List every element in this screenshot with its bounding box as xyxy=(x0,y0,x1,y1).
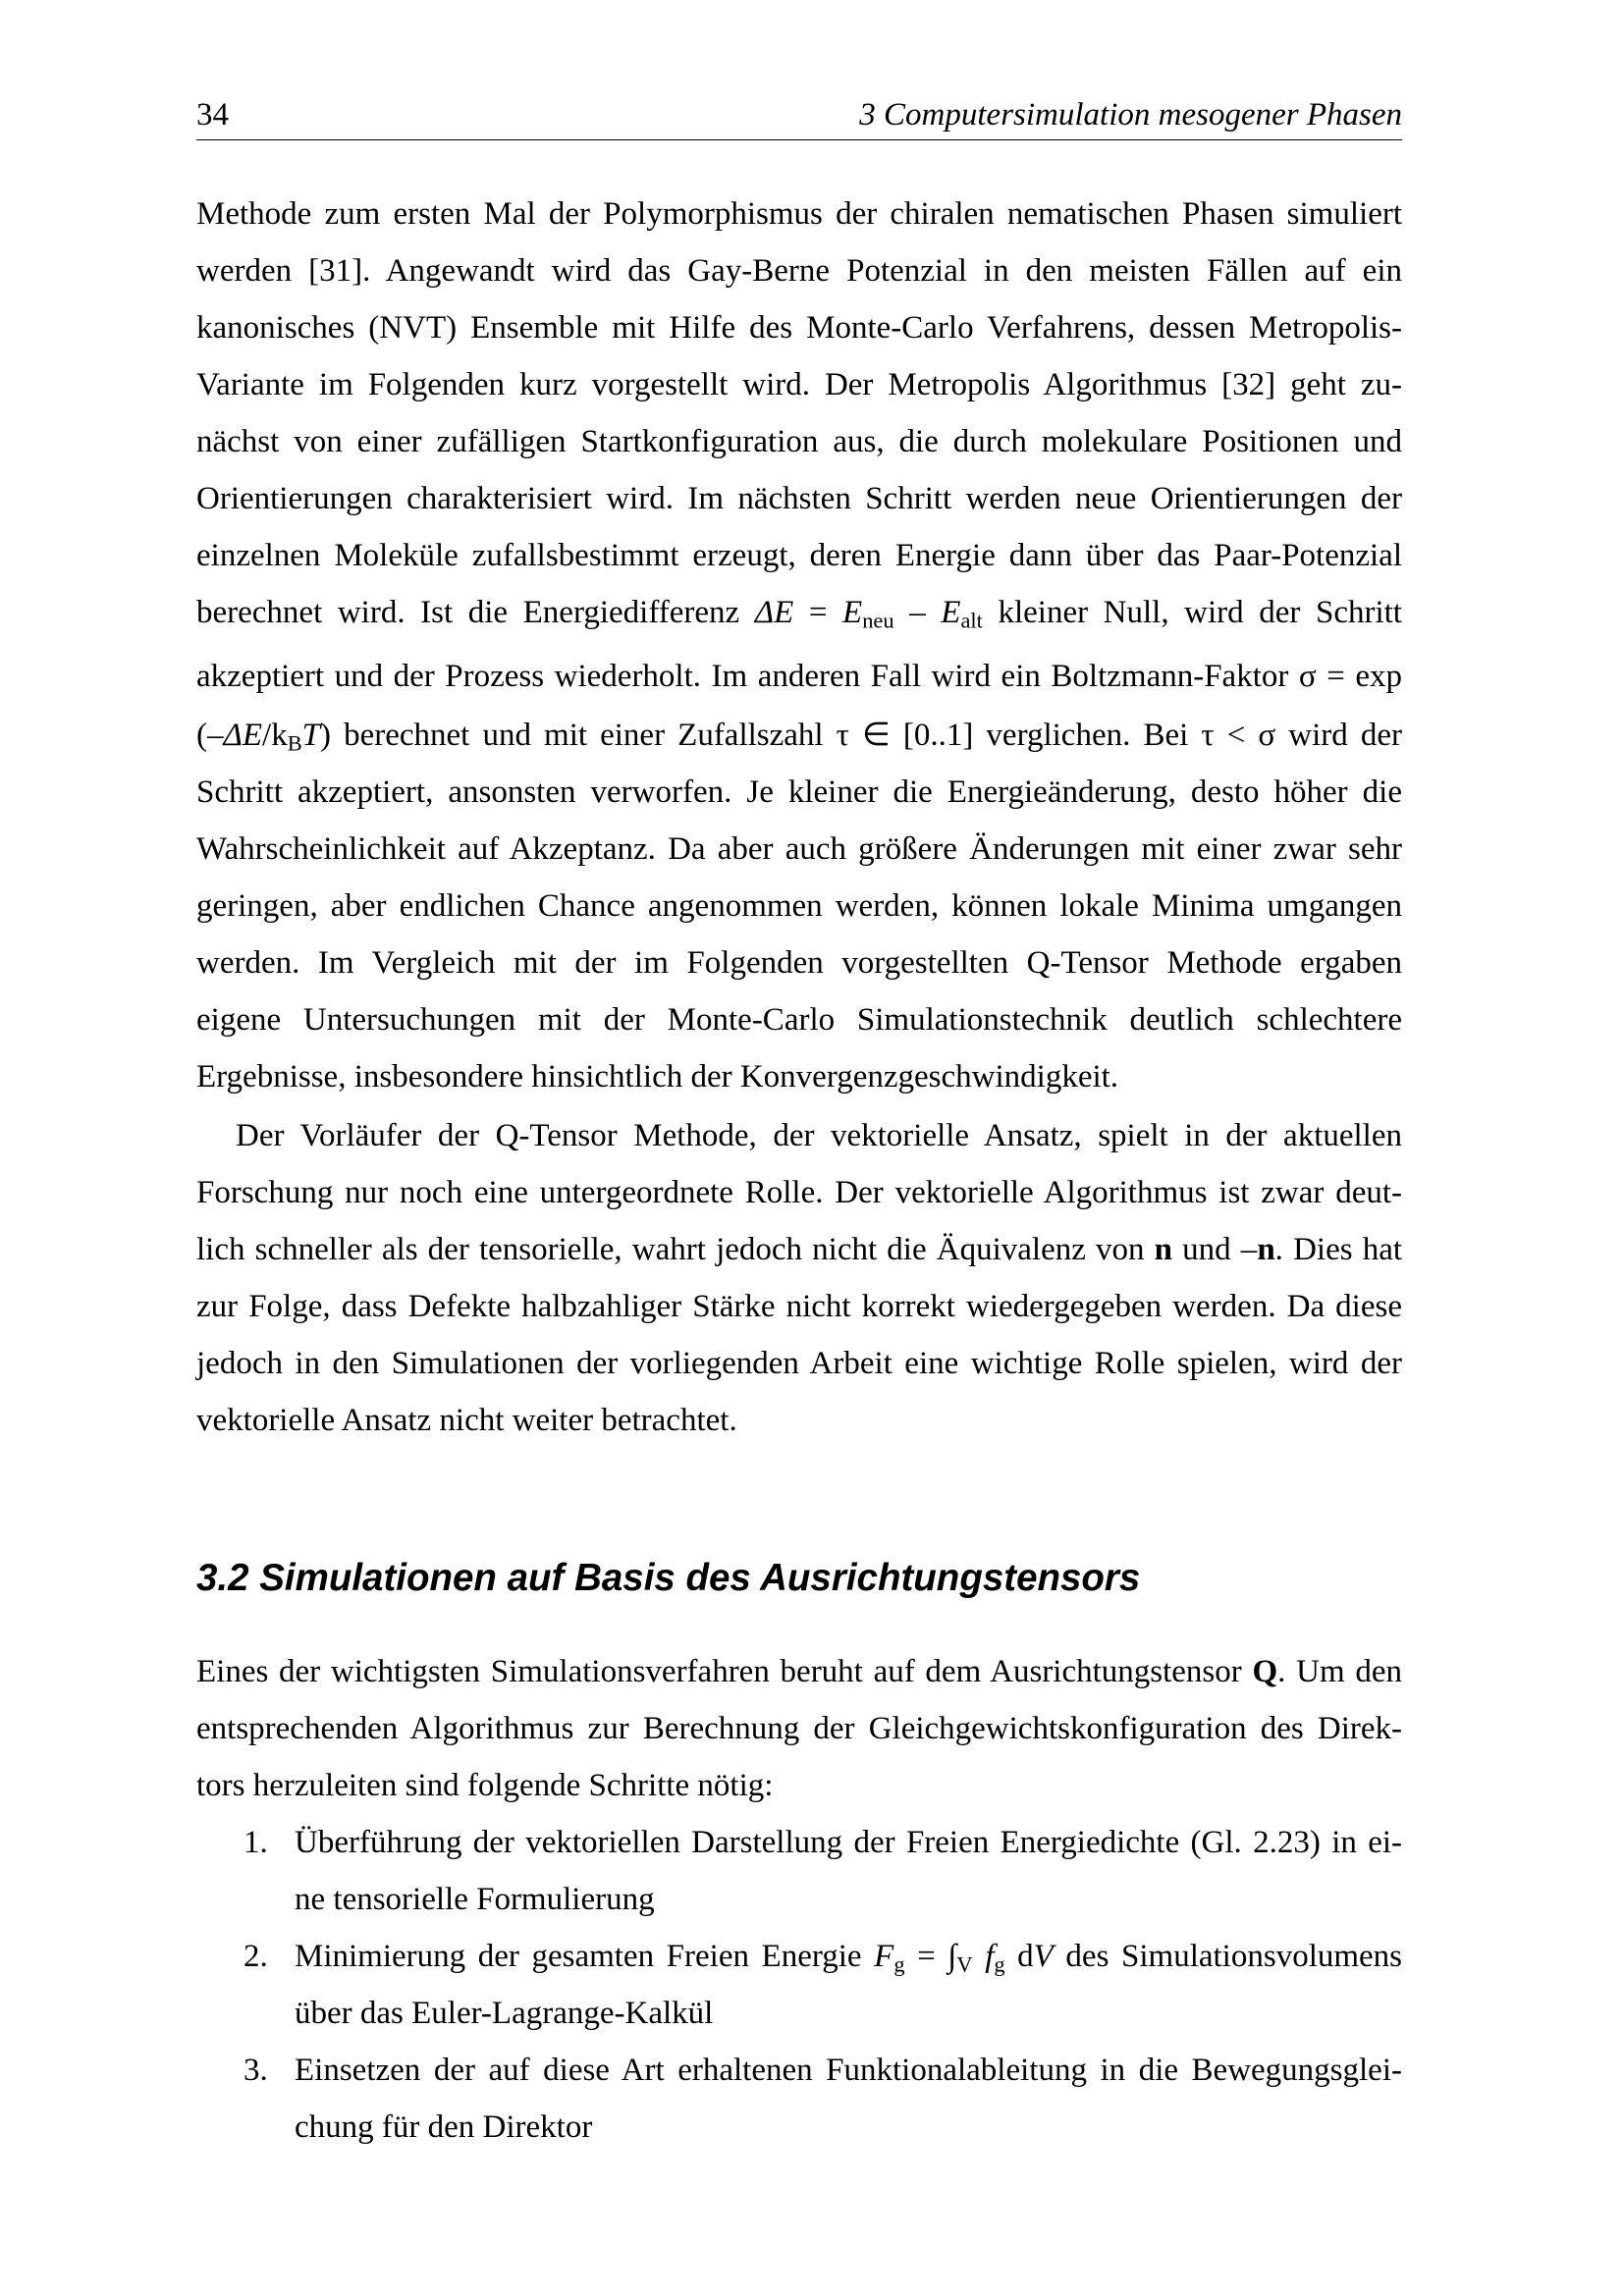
list-number: 1. xyxy=(243,1825,268,1860)
line-text: Minimierung der gesamten Freien Energie xyxy=(295,1939,875,1974)
line-text: berechnet wird. Ist die Energiedifferenz xyxy=(196,595,755,630)
list-line xyxy=(295,1928,1402,1985)
math-symbol: E xyxy=(941,595,961,630)
body-line: geringen, aber endlichen Chance angenommen werden, können lokale Minima umgangen xyxy=(196,888,1402,924)
body-line: werden [31]. Angewandt wird das Gay-Berne Potenzial in den meisten Fällen auf ein xyxy=(196,253,1402,289)
running-title: 3 Computersimulation mesogener Phasen xyxy=(859,97,1402,133)
subscript: g xyxy=(893,1951,905,1977)
list-item xyxy=(196,2042,1402,2156)
math-symbol: ΔE xyxy=(754,595,794,630)
tensor-symbol: Q xyxy=(1252,1654,1278,1689)
line-text: /k xyxy=(262,718,288,753)
body-line: vektorielle Ansatz nicht weiter betrachtet. xyxy=(196,1403,737,1438)
body-line xyxy=(196,707,1402,764)
list-item xyxy=(196,1928,1402,2042)
body-line: Wahrscheinlichkeit auf Akzeptanz. Da aber auch größere Änderungen mit einer zwar sehr xyxy=(196,831,1402,867)
body-line: akzeptiert und der Prozess wiederholt. Im anderen Fall wird ein Boltzmann-Faktor σ = exp xyxy=(196,659,1402,694)
list-line: ne tensorielle Formulierung xyxy=(295,1882,655,1917)
list-line: chung für den Direktor xyxy=(295,2109,593,2145)
body-line: jedoch in den Simulationen der vorliegenden Arbeit eine wichtige Rolle spielen, wird der xyxy=(196,1346,1402,1381)
paragraph xyxy=(196,186,1402,1105)
vector-symbol: n xyxy=(1257,1232,1275,1267)
math-symbol: E xyxy=(842,595,863,630)
list-line: über das Euler-Lagrange-Kalkül xyxy=(295,1996,714,2031)
body-line xyxy=(196,1643,1402,1700)
paragraph xyxy=(196,1107,1402,1449)
line-text: kleiner Null, wird der Schritt xyxy=(982,595,1402,630)
math-symbol: T xyxy=(301,718,321,753)
subscript: alt xyxy=(960,608,983,633)
body-line: werden. Im Vergleich mit der im Folgenden vorgestellten Q-Tensor Methode ergaben xyxy=(196,945,1402,981)
subscript: V xyxy=(956,1951,973,1977)
section-heading: 3.2 Simulationen auf Basis des Ausrichtungstensors xyxy=(196,1557,1141,1599)
math-symbol: f xyxy=(985,1939,995,1974)
paragraph xyxy=(196,1643,1402,1814)
list-number: 3. xyxy=(243,2053,268,2088)
line-text: (– xyxy=(196,718,224,753)
line-text: d xyxy=(1004,1939,1034,1974)
body-line xyxy=(196,1221,1402,1278)
line-text: . Um den xyxy=(1277,1654,1402,1689)
integral-symbol: = ∫ xyxy=(904,1939,957,1974)
line-text: des Simulationsvolumens xyxy=(1053,1939,1403,1974)
body-line: eigene Untersuchungen mit der Monte-Carlo Simulationstechnik deutlich schlechtere xyxy=(196,1002,1402,1038)
list-item xyxy=(196,1814,1402,1928)
body-line xyxy=(196,584,1402,641)
line-text xyxy=(973,1939,986,1974)
math-symbol: F xyxy=(874,1939,894,1974)
body-line: Methode zum ersten Mal der Polymorphismus der chiralen nematischen Phasen simuliert xyxy=(196,196,1402,232)
vector-symbol: n xyxy=(1154,1232,1173,1267)
line-text: Eines der wichtigsten Simulationsverfahren beruht auf dem Ausrichtungstensor xyxy=(196,1654,1253,1689)
body-line: Orientierungen charakterisiert wird. Im nächsten Schritt werden neue Orientierungen der xyxy=(196,481,1402,516)
running-header xyxy=(196,94,1402,140)
page-number: 34 xyxy=(196,97,229,133)
line-text: lich schneller als der tensorielle, wahrt jedoch nicht die Äquivalenz von xyxy=(196,1232,1155,1267)
line-text: – xyxy=(893,595,942,630)
line-text: . Dies hat xyxy=(1274,1232,1403,1267)
body-line: Forschung nur noch eine untergeordnete Rolle. Der vektorielle Algorithmus ist zwar deut- xyxy=(196,1175,1402,1210)
list-line: Einsetzen der auf diese Art erhaltenen Funktionalableitung in die Bewegungsglei- xyxy=(295,2053,1402,2088)
body-line: nächst von einer zufälligen Startkonfiguration aus, die durch molekulare Positionen und xyxy=(196,424,1402,459)
line-text: und – xyxy=(1172,1232,1258,1267)
numbered-list xyxy=(196,1814,1402,2156)
list-number: 2. xyxy=(243,1939,268,1974)
body-line: Ergebnisse, insbesondere hinsichtlich der Konvergenzgeschwindigkeit. xyxy=(196,1059,1119,1095)
subscript: g xyxy=(994,1951,1005,1977)
line-text: = xyxy=(793,595,843,630)
body-line: Der Vorläufer der Q-Tensor Methode, der vektorielle Ansatz, spielt in der aktuellen xyxy=(236,1118,1402,1153)
math-symbol: ΔE xyxy=(223,718,263,753)
body-line: zur Folge, dass Defekte halbzahliger Stärke nicht korrekt wiedergegeben werden. Da diese xyxy=(196,1289,1402,1324)
body-line: entsprechenden Algorithmus zur Berechnung der Gleichgewichtskonfiguration des Direk- xyxy=(196,1711,1402,1746)
body-text xyxy=(196,186,1402,2156)
body-line: einzelnen Moleküle zufallsbestimmt erzeugt, deren Energie dann über das Paar-Potenzial xyxy=(196,538,1402,573)
body-line: tors herzuleiten sind folgende Schritte nötig: xyxy=(196,1768,774,1803)
body-line: Variante im Folgenden kurz vorgestellt wird. Der Metropolis Algorithmus [32] geht zu- xyxy=(196,367,1402,402)
list-line: Überführung der vektoriellen Darstellung der Freien Energiedichte (Gl. 2.23) in ei- xyxy=(295,1825,1402,1860)
body-line: kanonisches (NVT) Ensemble mit Hilfe des Monte-Carlo Verfahrens, dessen Metropolis- xyxy=(196,310,1402,346)
body-line: Schritt akzeptiert, ansonsten verworfen. Je kleiner die Energieänderung, desto höher die xyxy=(196,774,1402,810)
subscript: neu xyxy=(862,608,894,633)
line-text: ) berechnet und mit einer Zufallszahl τ ∈ [0..1] verglichen. Bei τ < σ wird der xyxy=(320,718,1402,753)
math-symbol: V xyxy=(1033,1939,1054,1974)
subscript: B xyxy=(287,730,302,756)
